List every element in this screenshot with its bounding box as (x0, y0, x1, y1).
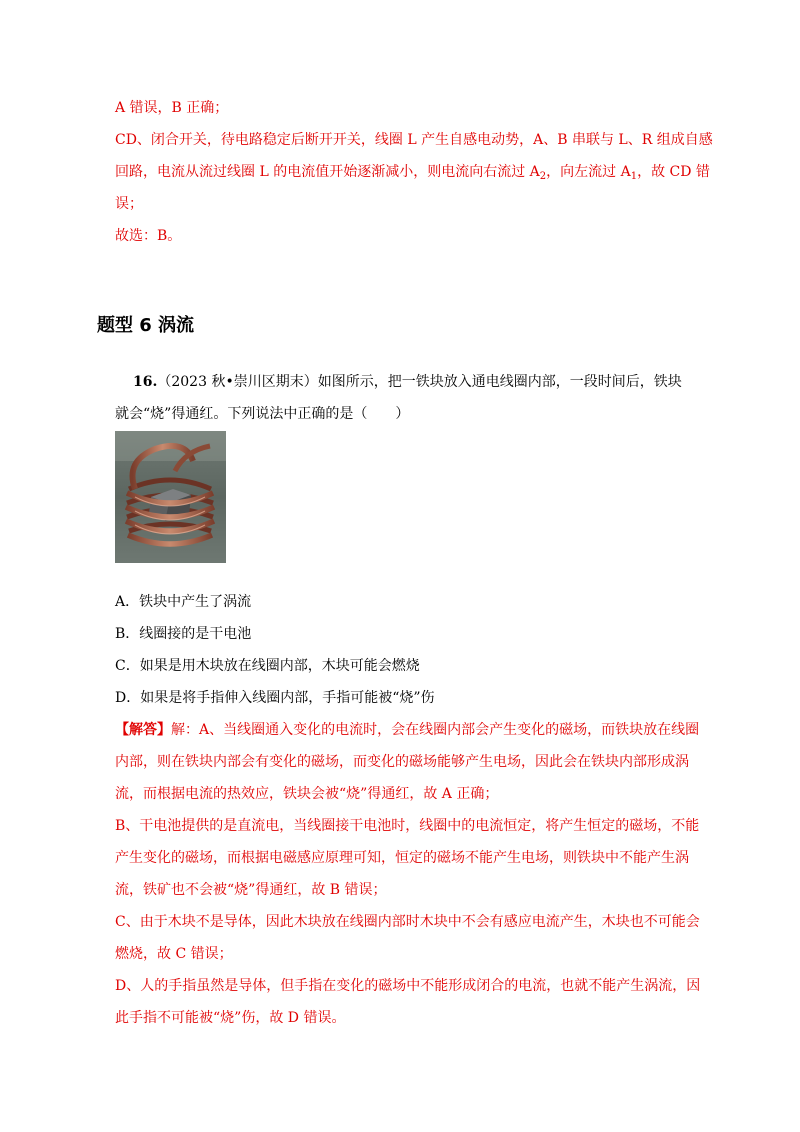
section-title: 题型 6 涡流 (97, 315, 195, 336)
prev-answer-line-5: 故选：B。 (115, 228, 182, 244)
answer-line-2: 内部，则在铁块内部会有变化的磁场，而变化的磁场能够产生电场，因此会在铁块内部形成涡 (115, 754, 689, 770)
prev-answer-line-4: 误； (115, 196, 143, 212)
answer-line-4: B、干电池提供的是直流电，当线圈接干电池时，线圈中的电流恒定，将产生恒定的磁场，不能 (115, 818, 700, 834)
answer-line-9: D、人的手指虽然是导体，但手指在变化的磁场中不能形成闭合的电流，也就不能产生涡流，因 (115, 978, 701, 994)
question-number: 16. (133, 374, 158, 390)
answer-line-5: 产生变化的磁场，而根据电磁感应原理可知，恒定的磁场不能产生电场，则铁块中不能产生涡 (115, 850, 689, 866)
prev-answer-line-3: 回路，电流从流过线圈 L 的电流值开始逐渐减小，则电流向右流过 $A_2$，向左流过 $A_1$，故 CD 错 (115, 164, 710, 182)
answer-line-8: 燃烧，故 C 错误； (115, 946, 233, 962)
option-c: C．如果是用木块放在线圈内部，木块可能会燃烧 (115, 658, 420, 674)
answer-line-1: 【解答】解：A、当线圈通入变化的电流时，会在线圈内部会产生变化的磁场，而铁块放在线圈 (115, 722, 700, 738)
answer-line-7: C、由于木块不是导体，因此木块放在线圈内部时木块中不会有感应电流产生，木块也不可能会 (115, 914, 700, 930)
prev-answer-line-1: A 错误，B 正确； (115, 100, 229, 116)
answer-line-6: 流，铁矿也不会被“烧”得通红，故 B 错误； (115, 882, 387, 898)
option-b: B．线圈接的是干电池 (115, 626, 252, 642)
question-stem-line-1: 16.（2023 秋•崇川区期末）如图所示，把一铁块放入通电线圈内部，一段时间后，铁块 (133, 374, 682, 390)
question-stem-line-2: 就会“烧”得通红。下列说法中正确的是（ ） (115, 406, 410, 422)
answer-line-3: 流，而根据电流的热效应，铁块会被“烧”得通红，故 A 正确； (115, 786, 499, 802)
coil-with-iron-block-photo (115, 431, 226, 563)
answer-line-10: 此手指不可能被“烧”伤，故 D 错误。 (115, 1010, 346, 1026)
answer-tag: 【解答】 (115, 722, 171, 738)
prev-answer-line-2: CD、闭合开关，待电路稳定后断开开关，线圈 L 产生自感电动势，A、B 串联与 L、R 组成自感 (115, 132, 713, 148)
option-d: D．如果是将手指伸入线圈内部，手指可能被“烧”伤 (115, 690, 435, 706)
option-a: A．铁块中产生了涡流 (115, 594, 252, 610)
